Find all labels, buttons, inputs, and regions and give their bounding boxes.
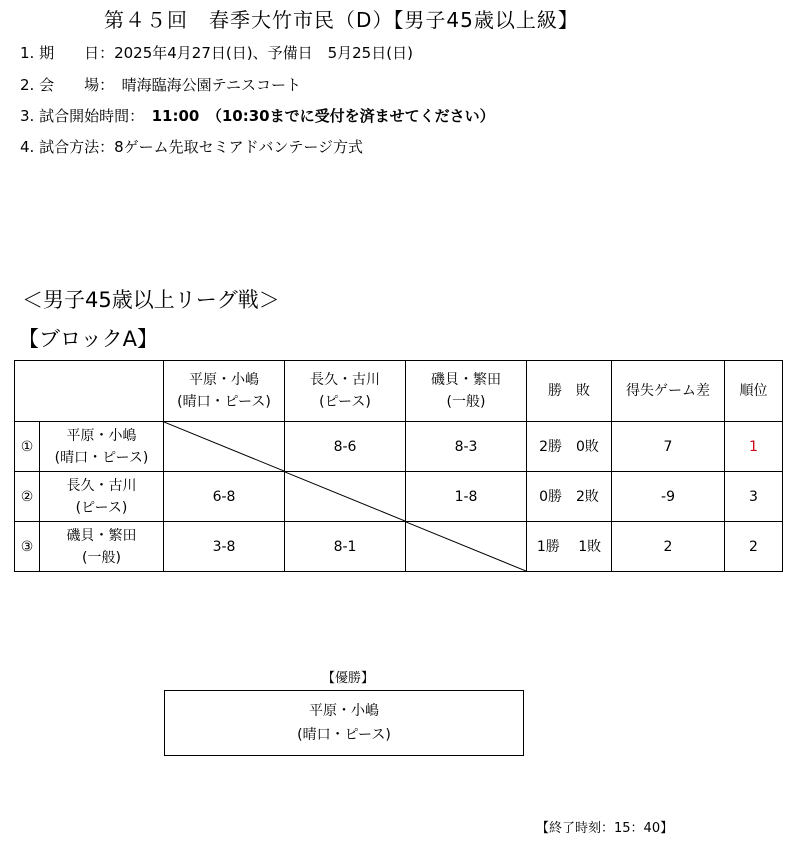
record-cell: 0勝 2敗 bbox=[527, 472, 612, 522]
row-team: 磯貝・繁田 (一般) bbox=[40, 522, 164, 572]
score-cell: 8-1 bbox=[285, 522, 406, 572]
self-match-cell bbox=[164, 422, 285, 472]
info-venue: 2. 会 場： 晴海臨海公園テニスコート bbox=[20, 76, 301, 94]
winner-box bbox=[164, 690, 524, 756]
row-team: 平原・小嶋 (晴口・ピース) bbox=[40, 422, 164, 472]
header-record: 勝 敗 bbox=[527, 361, 612, 422]
self-match-cell bbox=[285, 472, 406, 522]
rank-cell: 2 bbox=[725, 522, 783, 572]
rank-cell: 1 bbox=[725, 422, 783, 472]
info-method: 4. 試合方法：8ゲーム先取セミアドバンテージ方式 bbox=[20, 138, 364, 156]
info-start-note: （10:30までに受付を済ませてください） bbox=[214, 107, 495, 125]
header-rank: 順位 bbox=[725, 361, 783, 422]
game-diff-cell: -9 bbox=[612, 472, 725, 522]
table-row bbox=[15, 522, 783, 572]
block-title: 【ブロックA】 bbox=[18, 327, 158, 351]
info-date: 1. 期 日：2025年4月27日(日)、予備日 5月25日(日) bbox=[20, 44, 413, 62]
row-team: 長久・古川 (ピース) bbox=[40, 472, 164, 522]
row-number: ③ bbox=[15, 522, 40, 572]
end-time: 【終了時刻：15：40】 bbox=[536, 821, 674, 836]
game-diff-cell: 2 bbox=[612, 522, 725, 572]
info-start-time bbox=[20, 105, 495, 126]
header-team-1: 平原・小嶋 (晴口・ピース) bbox=[164, 361, 285, 422]
rank-cell: 3 bbox=[725, 472, 783, 522]
winner-name: 平原・小嶋 bbox=[309, 703, 379, 719]
row-number: ② bbox=[15, 472, 40, 522]
header-team-3: 磯貝・繁田 (一般) bbox=[406, 361, 527, 422]
info-start-value: 11:00 bbox=[151, 107, 200, 125]
score-cell: 3-8 bbox=[164, 522, 285, 572]
table-row bbox=[15, 422, 783, 472]
self-match-cell bbox=[406, 522, 527, 572]
record-cell: 1勝 1敗 bbox=[527, 522, 612, 572]
score-cell: 8-6 bbox=[285, 422, 406, 472]
score-cell: 6-8 bbox=[164, 472, 285, 522]
header-team-2: 長久・古川 (ピース) bbox=[285, 361, 406, 422]
record-cell: 2勝 0敗 bbox=[527, 422, 612, 472]
league-table bbox=[14, 360, 783, 572]
page-title: 第４５回 春季大竹市民（D）【男子45歳以上級】 bbox=[104, 8, 579, 32]
table-header-row bbox=[15, 361, 783, 422]
info-start-label: 3. 試合開始時間： bbox=[20, 107, 152, 125]
score-cell: 8-3 bbox=[406, 422, 527, 472]
winner-label: 【優勝】 bbox=[322, 671, 375, 686]
league-title: ＜男子45歳以上リーグ戦＞ bbox=[22, 288, 280, 312]
game-diff-cell: 7 bbox=[612, 422, 725, 472]
winner-club: (晴口・ピース) bbox=[297, 727, 391, 743]
header-corner bbox=[15, 361, 164, 422]
header-game-diff: 得失ゲーム差 bbox=[612, 361, 725, 422]
score-cell: 1-8 bbox=[406, 472, 527, 522]
table-row bbox=[15, 472, 783, 522]
row-number: ① bbox=[15, 422, 40, 472]
